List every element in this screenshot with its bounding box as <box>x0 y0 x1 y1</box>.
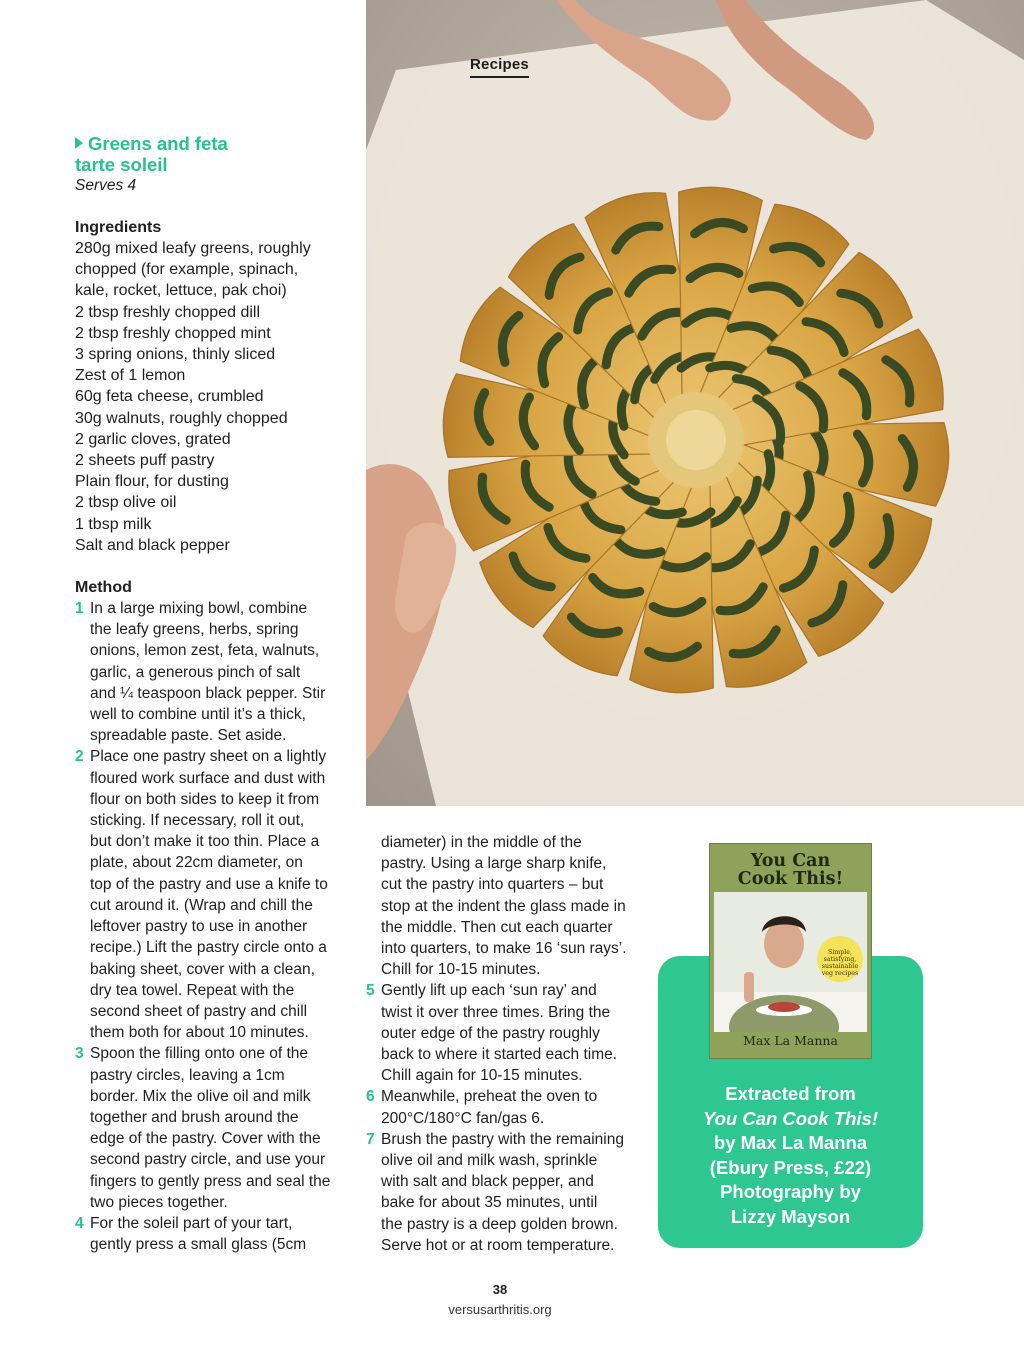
tarte-soleil-illustration <box>366 0 1024 806</box>
step-text-line: Chill again for 10-15 minutes. <box>381 1067 583 1085</box>
step-number: 6 <box>366 1088 375 1106</box>
step-text-line: Spoon the filling onto one of the <box>90 1045 309 1063</box>
method-step-4 <box>75 1213 350 1255</box>
step-text-line: Brush the pastry with the remaining <box>381 1130 624 1148</box>
ingredient-line: 2 sheets puff pastry <box>75 452 215 470</box>
step-text-line: stop at the indent the glass made in <box>381 897 626 915</box>
credit-line: by Max La Manna <box>713 1132 868 1153</box>
method-heading: Method <box>75 579 132 597</box>
ingredient-line: 1 tbsp milk <box>75 515 152 533</box>
step-text-line: fingers to gently press and seal the <box>90 1172 331 1190</box>
sticker-text-line: satisfying, <box>823 956 857 963</box>
step-text-line: garlic, a generous pinch of salt <box>90 663 301 681</box>
recipe-title-line-2: tarte soleil <box>75 154 168 175</box>
method-step-1 <box>75 598 350 746</box>
step-text-line: second pastry circle, and use your <box>90 1151 326 1169</box>
step-text-line: them both for about 10 minutes. <box>90 1024 309 1042</box>
book-cover-title <box>710 852 871 888</box>
step-text-line: the pastry is a deep golden brown. <box>381 1215 618 1233</box>
credit-line: (Ebury Press, £22) <box>709 1156 872 1178</box>
book-cover-title-line-1: You Can <box>750 851 831 871</box>
step-text-line: For the soleil part of your tart, <box>90 1214 293 1232</box>
book-cover-photo <box>714 892 867 1032</box>
step-text-line: together and brush around the <box>90 1108 299 1126</box>
ingredients-list <box>75 238 350 556</box>
website-url: versusarthritis.org <box>448 1302 552 1317</box>
step-text-line: 200°C/180°C fan/gas 6. <box>381 1109 545 1127</box>
ingredient-line: 2 tbsp freshly chopped dill <box>75 303 260 321</box>
step-text-line: bake for about 35 minutes, until <box>381 1194 598 1212</box>
step-text-line: with salt and black pepper, and <box>381 1173 594 1191</box>
step-number: 4 <box>75 1214 84 1232</box>
step-text-line: dry tea towel. Repeat with the <box>90 981 295 999</box>
step-text-line: well to combine until it’s a thick, <box>90 706 306 724</box>
step-text-line: second sheet of pastry and chill <box>90 1002 308 1020</box>
step-text-line: twist it over three times. Bring the <box>381 1003 611 1021</box>
ingredient-line: Zest of 1 lemon <box>75 367 186 385</box>
ingredient-line: Salt and black pepper <box>75 536 230 554</box>
sticker-text-line: Simple, <box>827 949 853 956</box>
ingredients-heading: Ingredients <box>75 219 162 236</box>
step-text-line: onions, lemon zest, feta, walnuts, <box>90 642 320 660</box>
method-step-5 <box>366 980 641 1086</box>
step-text-line: Gently lift up each ‘sun ray’ and <box>381 982 597 1000</box>
step-text-line: Serve hot or at room temperature. <box>381 1236 615 1254</box>
serves-text: Serves 4 <box>75 177 137 194</box>
step-text-line: two pieces together. <box>90 1193 228 1211</box>
step-text-line: but don’t make it too thin. Place a <box>90 833 320 851</box>
step-number: 7 <box>366 1130 375 1148</box>
step-text-line: border. Mix the olive oil and milk <box>90 1087 311 1105</box>
sticker-text-line: veg recipes <box>821 970 859 977</box>
step-text-line: In a large mixing bowl, combine <box>90 600 308 618</box>
step-text-line: the middle. Then cut each quarter <box>381 918 613 936</box>
page-number: 38 <box>492 1282 508 1297</box>
step-text-line: spreadable paste. Set aside. <box>90 727 287 745</box>
method-step-3 <box>75 1043 350 1213</box>
step-text-line: edge of the pastry. Cover with the <box>90 1130 321 1148</box>
step-text-line: back to where it started each time. <box>381 1046 618 1064</box>
sticker-text-line: sustainable <box>821 963 859 970</box>
ingredient-line: 2 tbsp freshly chopped mint <box>75 324 271 342</box>
credit-line: Lizzy Mayson <box>730 1205 851 1227</box>
step-text-line: the leafy greens, herbs, spring <box>90 621 299 639</box>
method-steps-left <box>75 598 350 1255</box>
recipe-title-line-1: Greens and feta <box>88 133 228 154</box>
step-text-line: flour on both sides to keep it from <box>90 790 320 808</box>
recipe-title <box>75 133 350 175</box>
ingredient-line: 280g mixed leafy greens, roughly <box>75 240 311 257</box>
method-steps-middle <box>366 980 641 1256</box>
ingredient-line: 30g walnuts, roughly chopped <box>75 409 288 427</box>
step-text-line: outer edge of the pastry roughly <box>381 1024 600 1042</box>
credit-line: Photography by <box>720 1181 861 1202</box>
triangle-marker-icon <box>75 137 83 149</box>
step-text-line: sticking. If necessary, roll it out, <box>90 812 305 830</box>
step-4-continued <box>366 832 641 980</box>
method-step-6 <box>366 1086 641 1128</box>
step-text-line: recipe.) Lift the pastry circle onto a <box>90 939 327 957</box>
tart-center-inner <box>666 410 726 470</box>
step-text-line: gently press a small glass (5cm <box>90 1236 307 1254</box>
method-step-2 <box>75 746 350 1043</box>
step-number: 2 <box>75 748 84 766</box>
step-text-line: olive oil and milk wash, sprinkle <box>381 1152 598 1170</box>
step-text-line: Chill for 10-15 minutes. <box>381 961 541 979</box>
recipe-column-middle <box>366 832 641 1256</box>
ingredient-line: chopped (for example, spinach, <box>75 261 299 279</box>
ingredient-line: 2 garlic cloves, grated <box>75 430 231 448</box>
credit-line: You Can Cook This! <box>702 1107 879 1129</box>
step-text-line: pastry circles, leaving a 1cm <box>90 1066 285 1084</box>
credit-line: Extracted from <box>725 1083 856 1104</box>
step-text-line: baking sheet, cover with a clean, <box>90 960 315 978</box>
step-text-line: plate, about 22cm diameter, on <box>90 854 303 872</box>
step-number: 5 <box>366 982 375 1000</box>
step-text-line: cut around it. (Wrap and chill the <box>90 896 313 914</box>
step-text-line: into quarters, to make 16 ‘sun rays’. <box>381 940 627 958</box>
ingredient-line: 60g feta cheese, crumbled <box>75 388 264 406</box>
step-text-line: diameter) in the middle of the <box>381 834 582 851</box>
method-step-7 <box>366 1129 641 1256</box>
step-text-line: Place one pastry sheet on a lightly <box>90 748 327 766</box>
step-text-line: and ¼ teaspoon black pepper. Stir <box>90 684 326 702</box>
recipe-column-left <box>75 133 350 1255</box>
ingredient-line: kale, rocket, lettuce, pak choi) <box>75 282 287 300</box>
book-credit <box>658 1082 923 1229</box>
ingredient-line: 2 tbsp olive oil <box>75 494 177 512</box>
step-text-line: cut the pastry into quarters – but <box>381 876 604 894</box>
book-cover-title-line-2: Cook This! <box>737 869 844 889</box>
ingredient-line: 3 spring onions, thinly sliced <box>75 346 276 364</box>
section-label: Recipes <box>470 56 529 78</box>
step-text-line: pastry. Using a large sharp knife, <box>381 855 607 873</box>
book-cover-author: Max La Manna <box>743 1033 838 1048</box>
step-text-line: Meanwhile, preheat the oven to <box>381 1088 598 1106</box>
book-sticker <box>817 936 863 982</box>
recipe-photo <box>366 0 1024 806</box>
step-text-line: floured work surface and dust with <box>90 769 326 787</box>
ingredient-line: Plain flour, for dusting <box>75 473 229 491</box>
book-cover <box>709 843 872 1059</box>
step-text-line: top of the pastry and use a knife to <box>90 875 328 893</box>
step-number: 3 <box>75 1045 84 1063</box>
step-number: 1 <box>75 600 84 618</box>
step-text-line: leftover pastry to use in another <box>90 918 308 936</box>
